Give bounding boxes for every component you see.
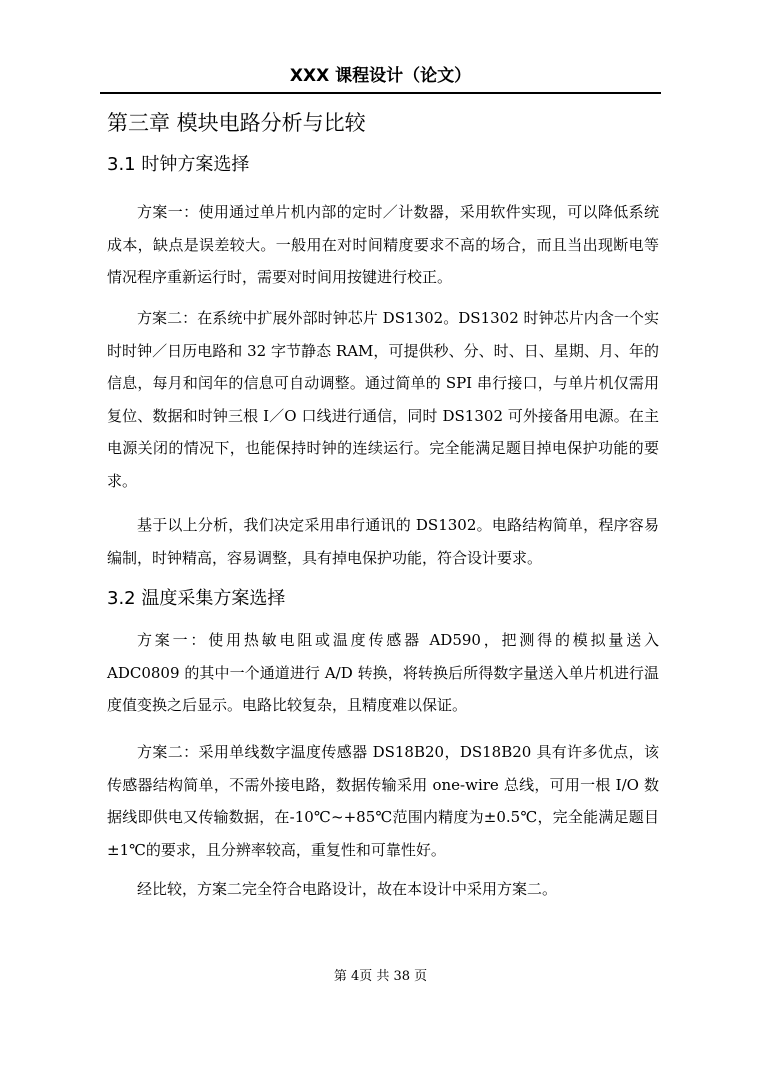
page-number-footer: 第 4页 共 38 页 — [333, 969, 428, 984]
section-title-3-2: 3.2 温度采集方案选择 — [107, 588, 286, 609]
paragraph-clock-conclusion: 基于以上分析，我们决定采用串行通讯的 DS1302。电路结构简单，程序容易编制，时钟精高，容易调整，具有掉电保护功能，符合设计要求。 — [107, 516, 659, 567]
paragraph-temp-option-2: 方案二：采用单线数字温度传感器 DS18B20，DS18B20 具有许多优点，该传感器结构简单，不需外接电路，数据传输采用 one-wire 总线，可用一根 I/O 数据线即供电又传输数据，在-10℃~+85℃范围内精度为±0.5℃，完全能满足题目±1℃的要求，且分辨率较高，重复性和可靠性好。 — [107, 743, 659, 859]
header-rule — [100, 92, 661, 94]
paragraph-temp-option-1: 方案一：使用热敏电阻或温度传感器 AD590，把测得的模拟量送入 ADC0809 的其中一个通道进行 A/D 转换，将转换后所得数字量送入单片机进行温度值变换之后显示。电路比较复杂，且精度难以保证。 — [107, 631, 659, 714]
section-title-3-1: 3.1 时钟方案选择 — [107, 154, 250, 175]
paragraph-temp-conclusion: 经比较，方案二完全符合电路设计，故在本设计中采用方案二。 — [137, 880, 558, 898]
paragraph-clock-option-1: 方案一：使用通过单片机内部的定时／计数器，采用软件实现，可以降低系统成本，缺点是误差较大。一般用在对时间精度要求不高的场合，而且当出现断电等情况程序重新运行时，需要对时间用按键进行校正。 — [107, 203, 659, 286]
running-header-title: XXX 课程设计（论文） — [289, 66, 472, 86]
chapter-title: 第三章 模块电路分析与比较 — [107, 111, 366, 135]
paragraph-clock-option-2: 方案二：在系统中扩展外部时钟芯片 DS1302。DS1302 时钟芯片内含一个实时时钟／日历电路和 32 字节静态 RAM，可提供秒、分、时、日、星期、月、年的信息，每月和闰年的信息可自动调整。通过简单的 SPI 串行接口，与单片机仅需用复位、数据和时钟三根 I／O 口线进行通信，同时 DS1302 可外接备用电源。在主电源关闭的情况下，也能保持时钟的连续运行。完全能满足题目掉电保护功能的要求。 — [107, 309, 659, 490]
